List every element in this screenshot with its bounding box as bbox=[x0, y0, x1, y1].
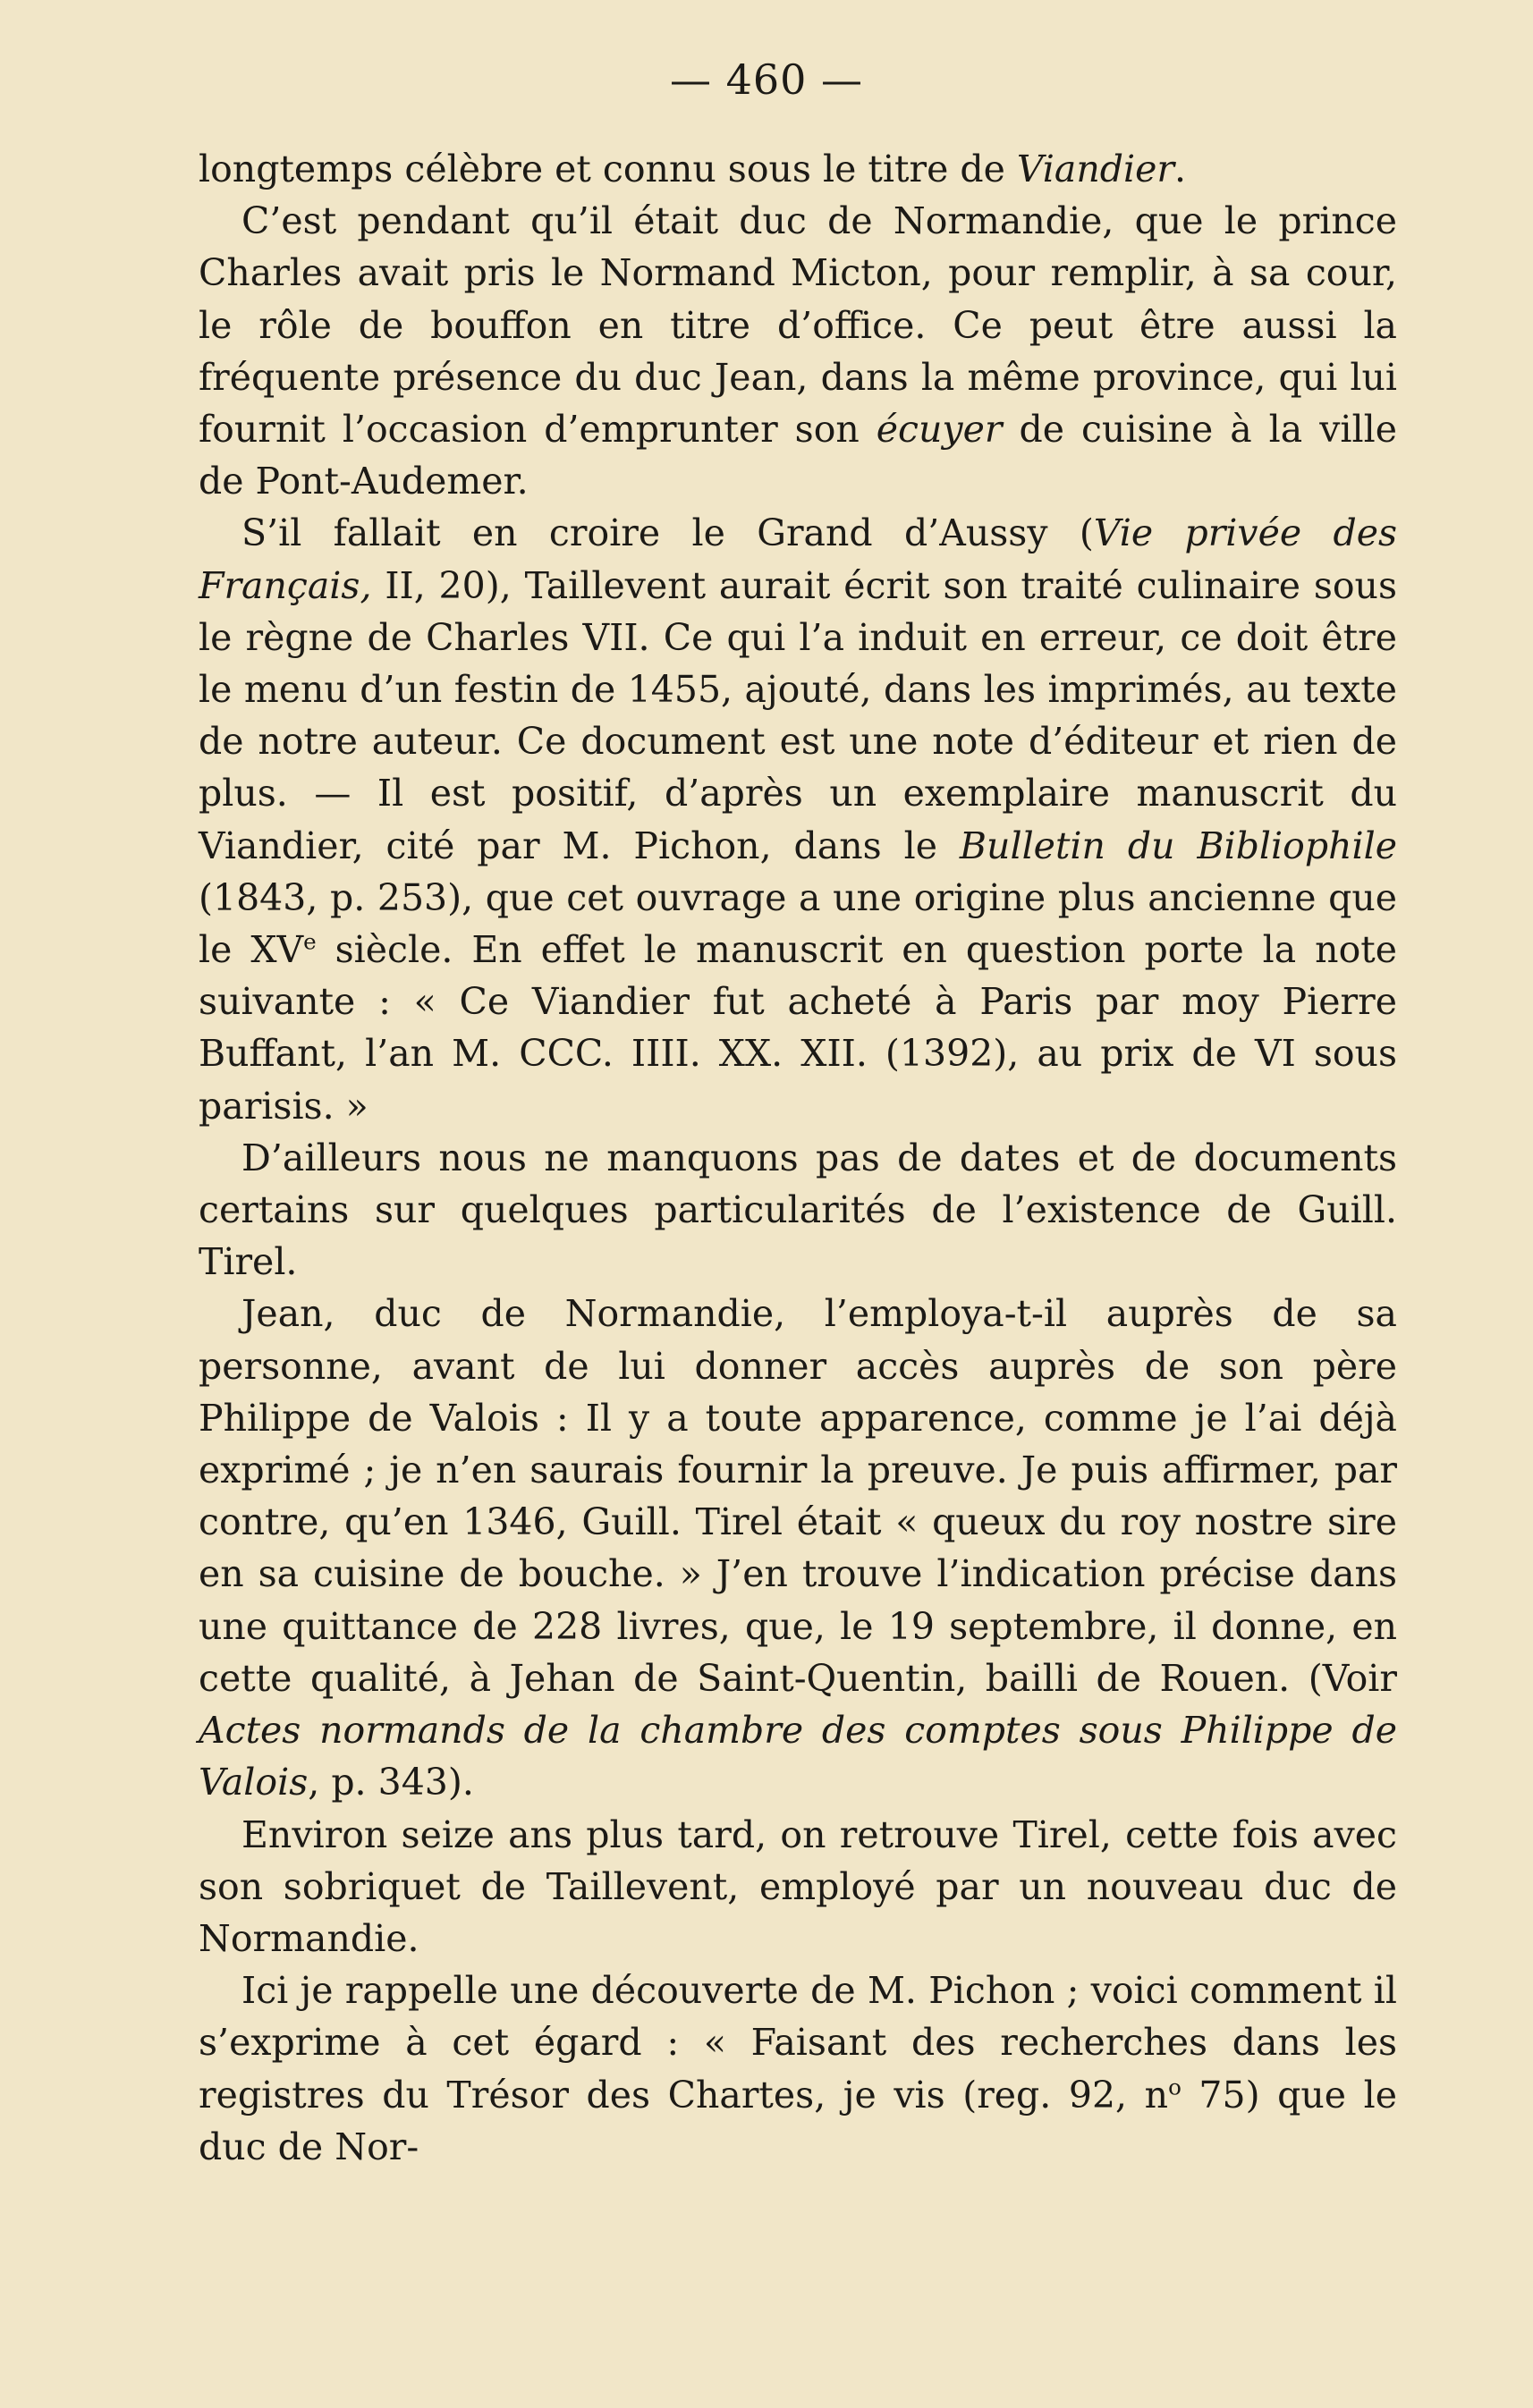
body-text bbox=[199, 143, 1397, 2173]
italic-run: Bulletin du Bibliophile bbox=[959, 824, 1397, 867]
text-run: C’est pendant qu’il était duc de Normandie, que le prince Charles avait pris le Normand Micton, pour remplir, à sa cour, le rôle de bouffon en titre d’office. Ce peut être aussi la fréquente présence du duc Jean, dans la même province, qui lui fournit l’occasion d’emprunter son bbox=[199, 199, 1397, 452]
text-run: II, 20), Taillevent aurait écrit son traité culinaire sous le règne de Charles VII. Ce qui l’a induit en erreur, ce doit être le menu d’un festin de 1455, ajouté, dans les imprimés, au texte de notre auteur. Ce document est une note d’éditeur et rien de plus. — Il est positif, d’après un exemplaire manuscrit du Viandier, cité par M. Pichon, dans le bbox=[199, 563, 1397, 867]
text-run: , p. 343). bbox=[308, 1761, 474, 1804]
text-run: Ici je rappelle une découverte de M. Pichon ; voici comment il s’exprime à cet égard : « Faisant des recherches dans les registres du Trésor des Chartes, je vis (reg. 92, n bbox=[199, 1969, 1397, 2117]
paragraph bbox=[199, 1288, 1397, 1808]
page-number: — 460 — bbox=[669, 55, 864, 104]
paragraph bbox=[199, 143, 1397, 195]
text-run: S’il fallait en croire le Grand d’Aussy ( bbox=[241, 511, 1094, 555]
text-run: de cuisine à la ville de Pont-Audemer. bbox=[199, 408, 1397, 503]
italic-run: écuyer bbox=[876, 408, 1003, 452]
paragraph bbox=[199, 1132, 1397, 1288]
text-run: longtemps célèbre et connu sous le titre de bbox=[199, 148, 1017, 190]
paragraph bbox=[199, 1964, 1397, 2173]
text-run: siècle. En effet le manuscrit en question porte la note suivante : « Ce Viandier fut acheté à Paris par moy Pierre Buffant, l’an M. CCC. IIII. XX. XII. (1392), au prix de VI sous parisis. » bbox=[199, 928, 1397, 1128]
paragraph bbox=[199, 1809, 1397, 1965]
italic-run: Viandier bbox=[1016, 148, 1174, 190]
text-run: D’ailleurs nous ne manquons pas de dates et de documents certains sur quelques particularités de l’existence de Guill. Tirel. bbox=[199, 1136, 1397, 1284]
text-run: Jean, duc de Normandie, l’employa-t-il auprès de sa personne, avant de lui donner accès auprès de son père Philippe de Valois : Il y a toute apparence, comme je l’ai déjà exprimé ; je n’en saurais fournir la preuve. Je puis affirmer, par contre, qu’en 1346, Guill. Tirel était « queux du roy nostre sire en sa cuisine de bouche. » J’en trouve l’indication précise dans une quittance de 228 livres, que, le 19 septembre, il donne, en cette qualité, à Jehan de Saint-Quentin, bailli de Rouen. (Voir bbox=[199, 1292, 1397, 1700]
text-run: 75) que le duc de Nor- bbox=[199, 2073, 1398, 2168]
text-run: Environ seize ans plus tard, on retrouve Tirel, cette fois avec son sobriquet de Taillevent, employé par un nouveau duc de Normandie. bbox=[199, 1812, 1397, 1960]
italic-run: Actes normands de la chambre des comptes sous Philippe de Valois bbox=[199, 1709, 1397, 1804]
paragraph bbox=[199, 507, 1397, 1131]
superscript-run: o bbox=[1168, 2073, 1182, 2100]
text-run: . bbox=[1174, 148, 1187, 190]
text-run: (1843, p. 253), que cet ouvrage a une origine plus ancienne que le XV bbox=[199, 875, 1397, 972]
italic-run: Vie privée des Français, bbox=[199, 511, 1398, 607]
paragraph bbox=[199, 195, 1397, 507]
superscript-run: e bbox=[303, 928, 317, 955]
